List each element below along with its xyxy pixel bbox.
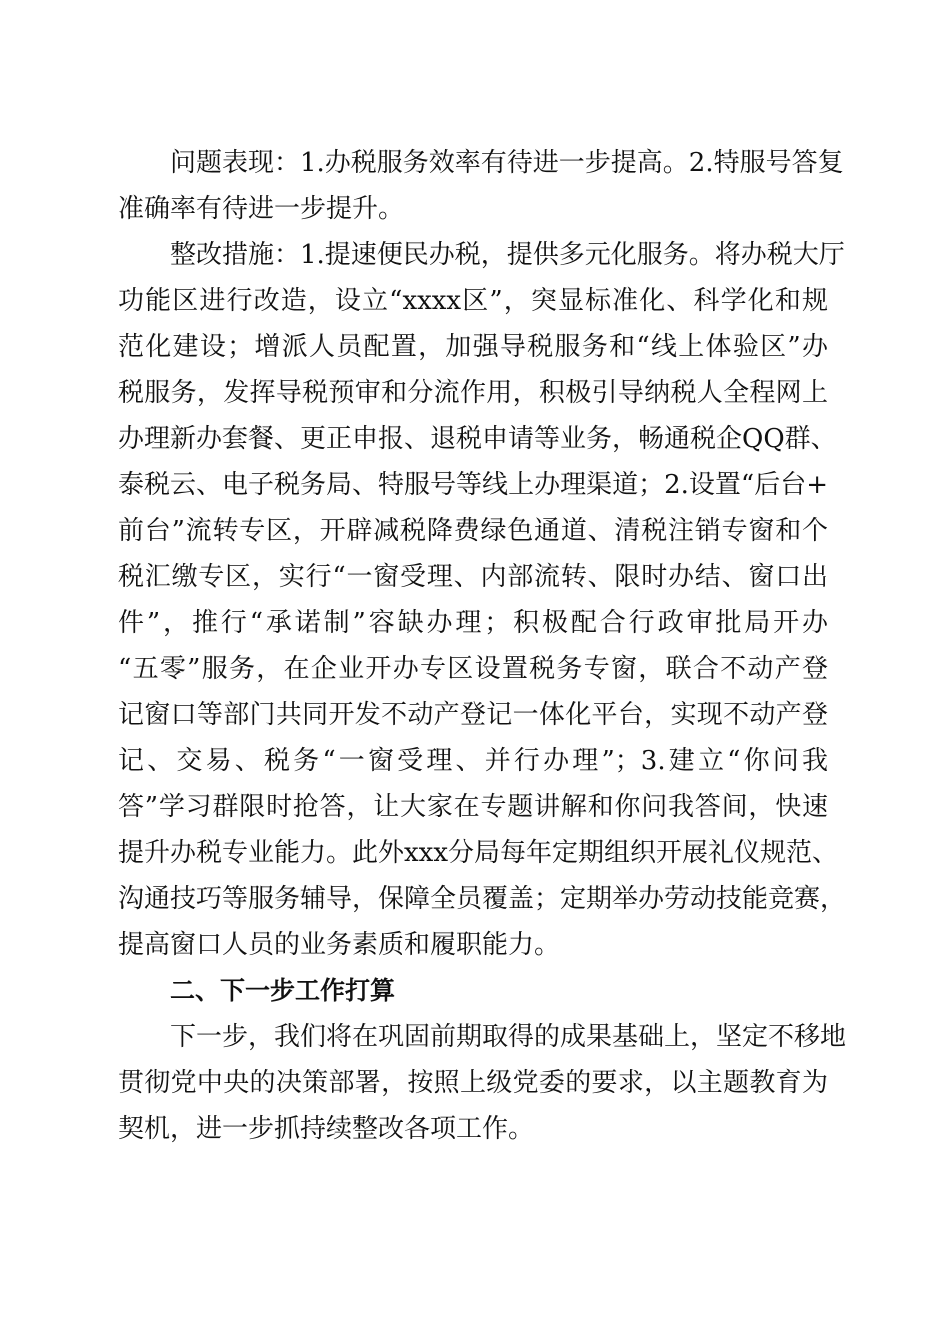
text-line: 提高窗口人员的业务素质和履职能力。 [118, 930, 561, 960]
text-line: 泰税云、电子税务局、特服号等线上办理渠道；2.设置“后台+ [118, 470, 828, 500]
paragraph-measures [118, 232, 847, 968]
text-line: 记窗口等部门共同开发不动产登记一体化平台，实现不动产登 [118, 700, 828, 730]
text-line: 下一步，我们将在巩固前期取得的成果基础上，坚定不移地 [170, 1022, 847, 1052]
text-line: 整改措施：1.提速便民办税，提供多元化服务。将办税大厅 [170, 240, 845, 270]
text-line: 契机，进一步抓持续整改各项工作。 [118, 1114, 535, 1144]
text-line: “五零”服务，在企业开办专区设置税务专窗，联合不动产登 [118, 654, 828, 684]
section-heading: 二、下一步工作打算 [170, 976, 396, 1005]
text-line: 问题表现：1.办税服务效率有待进一步提高。2.特服号答复 [170, 148, 844, 178]
text-line: 税服务，发挥导税预审和分流作用，积极引导纳税人全程网上 [118, 378, 828, 408]
text-line: 前台”流转专区，开辟减税降费绿色通道、清税注销专窗和个 [118, 516, 828, 546]
text-line: 记、交易、税务“一窗受理、并行办理”；3.建立“你问我 [118, 746, 828, 776]
text-line: 办理新办套餐、更正申报、退税申请等业务，畅通税企QQ群、 [118, 424, 837, 454]
paragraph-next-steps [118, 1014, 847, 1152]
text-line: 件”，推行“承诺制”容缺办理；积极配合行政审批局开办 [118, 608, 828, 638]
document-body [118, 140, 847, 1152]
text-line: 范化建设；增派人员配置，加强导税服务和“线上体验区”办 [118, 332, 828, 362]
text-line: 功能区进行改造，设立“xxxx区”，突显标准化、科学化和规 [118, 286, 828, 316]
paragraph-problem [118, 140, 844, 232]
text-line: 税汇缴专区，实行“一窗受理、内部流转、限时办结、窗口出 [118, 562, 828, 592]
text-line: 贯彻党中央的决策部署，按照上级党委的要求，以主题教育为 [118, 1068, 828, 1098]
text-line: 沟通技巧等服务辅导，保障全员覆盖；定期举办劳动技能竞赛， [118, 884, 847, 914]
text-line: 准确率有待进一步提升。 [118, 194, 405, 224]
text-line: 答”学习群限时抢答，让大家在专题讲解和你问我答间，快速 [118, 792, 828, 822]
text-line: 提升办税专业能力。此外xxx分局每年定期组织开展礼仪规范、 [118, 838, 838, 868]
